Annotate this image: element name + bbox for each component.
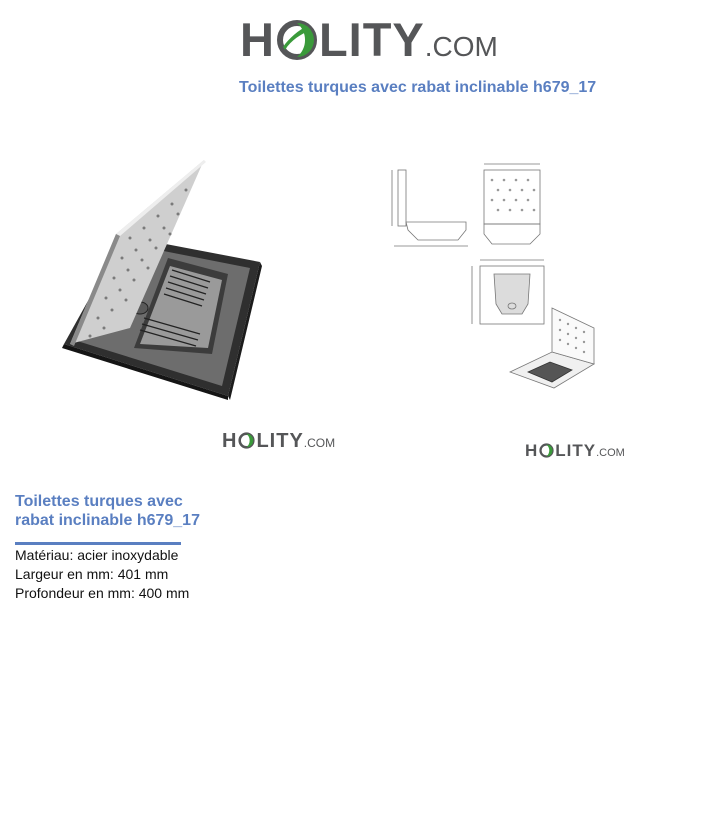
spec-width: Largeur en mm: 401 mm (15, 566, 169, 582)
logo-text-left: H (525, 441, 539, 460)
logo-text-right: LITY (256, 430, 304, 452)
logo-text-left: H (240, 13, 275, 66)
logo-domain: .COM (596, 447, 625, 459)
logo-text-right: LITY (555, 441, 597, 460)
holity-logo[interactable] (240, 12, 498, 66)
logo-text-left: H (222, 430, 238, 452)
logo-o-icon (238, 432, 255, 449)
technical-drawing (388, 158, 603, 398)
page-title: Toilettes turques avec rabat inclinable h679_17 (239, 79, 597, 96)
logo-domain: .COM (424, 31, 498, 62)
drawing-holity-logo (525, 441, 625, 461)
photo-holity-logo (222, 430, 335, 453)
spec-depth: Profondeur en mm: 400 mm (15, 585, 190, 601)
title-divider (15, 542, 181, 545)
logo-o-icon (277, 20, 317, 60)
product-photo (60, 158, 265, 400)
product-title-line2: rabat inclinable h679_17 (15, 512, 200, 529)
product-specs (15, 546, 189, 603)
logo-domain: .COM (303, 436, 336, 450)
logo-text-right: LITY (318, 13, 425, 66)
product-title-line1: Toilettes turques avec (15, 493, 183, 510)
spec-material: Matériau: acier inoxydable (15, 547, 179, 563)
logo-o-icon (539, 443, 554, 458)
product-title (15, 492, 235, 530)
